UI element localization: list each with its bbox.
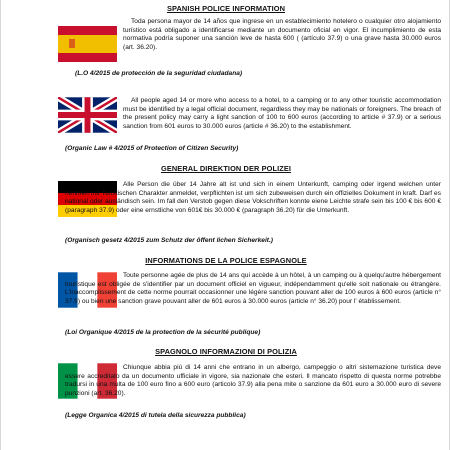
- french-paragraph: Toute personne agée de plus de 14 ans qui accède à un hôtel, à un camping ou à quelqu'autre hébergement touristique est obligée de s'identifier par un document officiel en vigueur, indépendamment qu'elle soit nationale ou étrangère. L'inaccomplissement de cette norme pourrait occasionner une légère sanction pouvant aller de 100 euros à 600 euros (article n° 37.9) ou bien une sanction grave pouvant aller de 601 euros à 30.000 euros (article n° 36.20) pour l' établissement.: [65, 272, 441, 305]
- spain-flag-icon: [58, 26, 117, 62]
- french-citation: (Loi Organique 4/2015 de la protection de la sécurité publique): [65, 329, 261, 336]
- italian-paragraph: Chiunque abbia più di 14 anni che entrano in un albergo, campeggio o altri sistemazione turistica deve essere accreditato da un documento ufficiale in vigore, sia nazionale che esteri. Il mancato rispetto di questa norme potrebbe tradursi in una multa de 100 euro fino a 600 euro (articolo 37.9) alla pena mite o sanzione da 601 euro a 30.000 euro di severe punzioni (art. 36.20).: [65, 364, 441, 397]
- italian-citation: (Legge Organica 4/2015 di tutela della sicurezza pubblica): [65, 412, 246, 419]
- french-section-heading: INFORMATIONS DE LA POLICE ESPAGNOLE: [145, 256, 307, 265]
- english-paragraph: All people aged 14 or more who access to a hotel, to a camping or to any other touristic accommodation must be identified by a legal official document, regardless they may be nationals or foreigners. The breach of the present policy may carry a light sanction of 100 to 600 euros (according to article # 37.9) or a serious sanction from 601 euros to 30.000 euros (article # 36.20) to the establishment.: [123, 97, 441, 130]
- italian-section-heading: SPAGNOLO INFORMAZIONI DI POLIZIA: [155, 347, 297, 356]
- english-citation: (Organic Law # 4/2015 of Protection of Citizen Security): [65, 145, 239, 152]
- german-citation: (Organisch gesetz 4/2015 zum Schutz der öffent lichen Sicherkeit.): [65, 237, 274, 244]
- spanish-paragraph: Toda persona mayor de 14 años que ingrese en un establecimiento hotelero o cualquier otro alojamiento turístico está obligado a identificarse mediante un documento oficial en vigor. El incumplimiento de esta normativa podría suponer una sanción leve de hasta 600 ( (artículo 37.9) o una grave hasta 30.000 euros (art. 36.20).: [123, 18, 441, 51]
- spanish-section-heading: SPANISH POLICE INFORMATION: [166, 4, 286, 13]
- uk-flag-icon: [58, 97, 117, 133]
- spanish-citation: (L.O 4/2015 de protección de la seguridad ciudadana): [75, 70, 243, 77]
- german-section-heading: GENERAL DIREKTION DER POLIZEI: [160, 164, 292, 173]
- german-paragraph: Alle Person die über 14 Jahre alt ist und sich in einem Unterkunft, camping oder irgend welchen unter nehmen mit Turistischen Charakter anmeldet, verpflichten ist um sich zubeweisen durch ein offizielles Dokument in kraft. Darf es national oder ausländisch sein. Im fall den Verstob gegen diese Vokschriften konnte eiene Leichte strafe sein bis 100 € bis 600 € (paragraph 37.9) oder eine ernstliche von 601€ bis 30.000 € (paragraph 36.20) für die Unterkunft.: [65, 181, 441, 214]
